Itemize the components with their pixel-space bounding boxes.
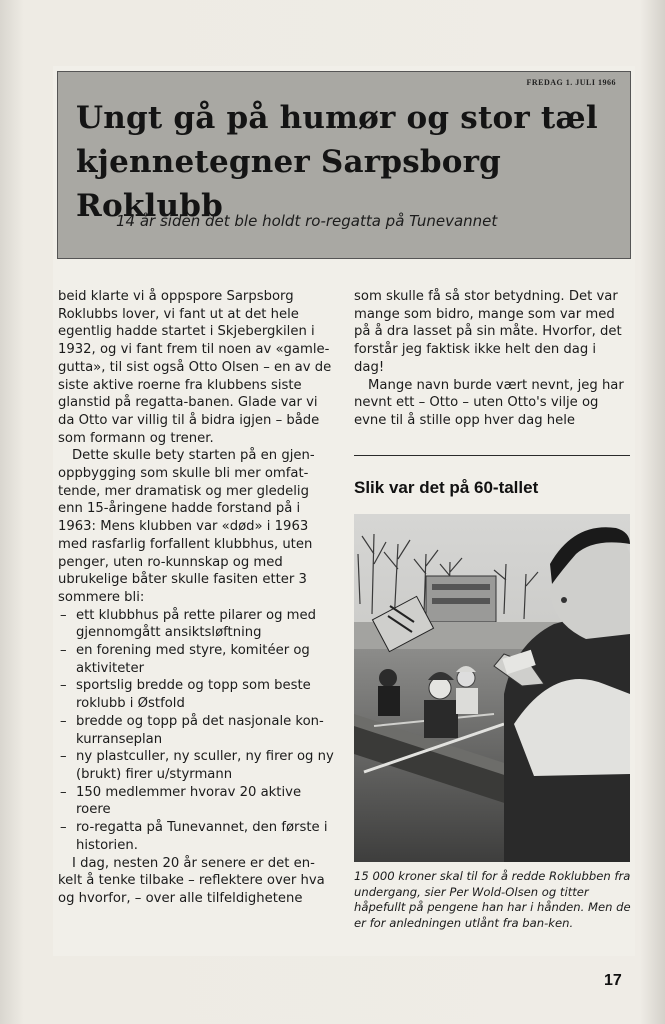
headline-line-2: kjennetegner Sarpsborg Roklubb bbox=[76, 144, 502, 224]
sidebar-title: Slik var det på 60-tallet bbox=[354, 478, 539, 497]
section-divider bbox=[354, 455, 630, 456]
photo-caption: 15 000 kroner skal til for å redde Roklubben fra undergang, sier Per Wold-Olsen og titter håpefullt på pengene han har i hånden. Men de er for anledningen utlånt fra ban-ken. bbox=[354, 869, 631, 930]
dateline: FREDAG 1. JULI 1966 bbox=[526, 78, 616, 87]
left-paragraph-2: Dette skulle bety starten på en gjen-oppbygging som skulle bli mer omfat-tende, mer dramatisk og mer gledelig enn 15-åringene hadde forstand på i 1963: Mens klubben var «død» i 1963 med rasfarlig forfallent klubbhus, uten penger, uten ro-kunnskap og med ubrukelige båter skulle fasiten etter 3 sommere bli: bbox=[58, 448, 315, 605]
bullet-item: – ett klubbhus på rette pilarer og med gjennomgått ansiktsløftning bbox=[58, 607, 336, 642]
bullet-item: – 150 medlemmer hvorav 20 aktive roere bbox=[58, 784, 336, 819]
right-column bbox=[354, 288, 630, 430]
right-paragraph-1: som skulle få så stor betydning. Det var mange som bidro, mange som var med på å dra lasset på sin måte. Hvorfor, det forstår jeg faktisk ikke helt den dag i dag! bbox=[354, 289, 622, 375]
bullet-list bbox=[58, 607, 336, 855]
headline bbox=[76, 96, 616, 228]
headline-box bbox=[57, 71, 631, 259]
left-paragraph-1: beid klarte vi å oppspore Sarpsborg Roklubbs lover, vi fant ut at det hele egentlig hadde startet i Skjebergkilen i 1932, og vi fant frem til noen av «gamle-gutta», til sist også Otto Olsen – en av de siste aktive roerne fra klubbens siste glanstid på regatta-banen. Glade var vi da Otto var villig til å bidra igjen – både som formann og trener. bbox=[58, 289, 332, 446]
left-paragraph-3: I dag, nesten 20 år senere er det en-kelt å tenke tilbake – reflektere over hva og hvorfor, – over alle tilfeldighetene bbox=[58, 855, 325, 906]
right-paragraph-2: Mange navn burde vært nevnt, jeg har nevnt ett – Otto – uten Otto's vilje og evne til å stille opp hver dag hele bbox=[354, 377, 624, 428]
subheadline: 14 år siden det ble holdt ro-regatta på Tunevannet bbox=[116, 212, 498, 230]
bullet-item: – sportslig bredde og topp som beste roklubb i Østfold bbox=[58, 677, 336, 712]
left-column bbox=[58, 288, 336, 908]
rowing-boat-photo bbox=[354, 514, 630, 862]
bullet-item: – bredde og topp på det nasjonale kon-kurranseplan bbox=[58, 713, 336, 748]
photo-illustration bbox=[354, 514, 630, 862]
bullet-item: – ny plastculler, ny sculler, ny firer og ny (brukt) firer u/styrmann bbox=[58, 748, 336, 783]
bullet-item: – en forening med styre, komitéer og aktiviteter bbox=[58, 642, 336, 677]
bullet-item: – ro-regatta på Tunevannet, den første i historien. bbox=[58, 819, 336, 854]
page-number: 17 bbox=[604, 972, 622, 989]
headline-line-1: Ungt gå på humør og stor tæl bbox=[76, 100, 598, 136]
